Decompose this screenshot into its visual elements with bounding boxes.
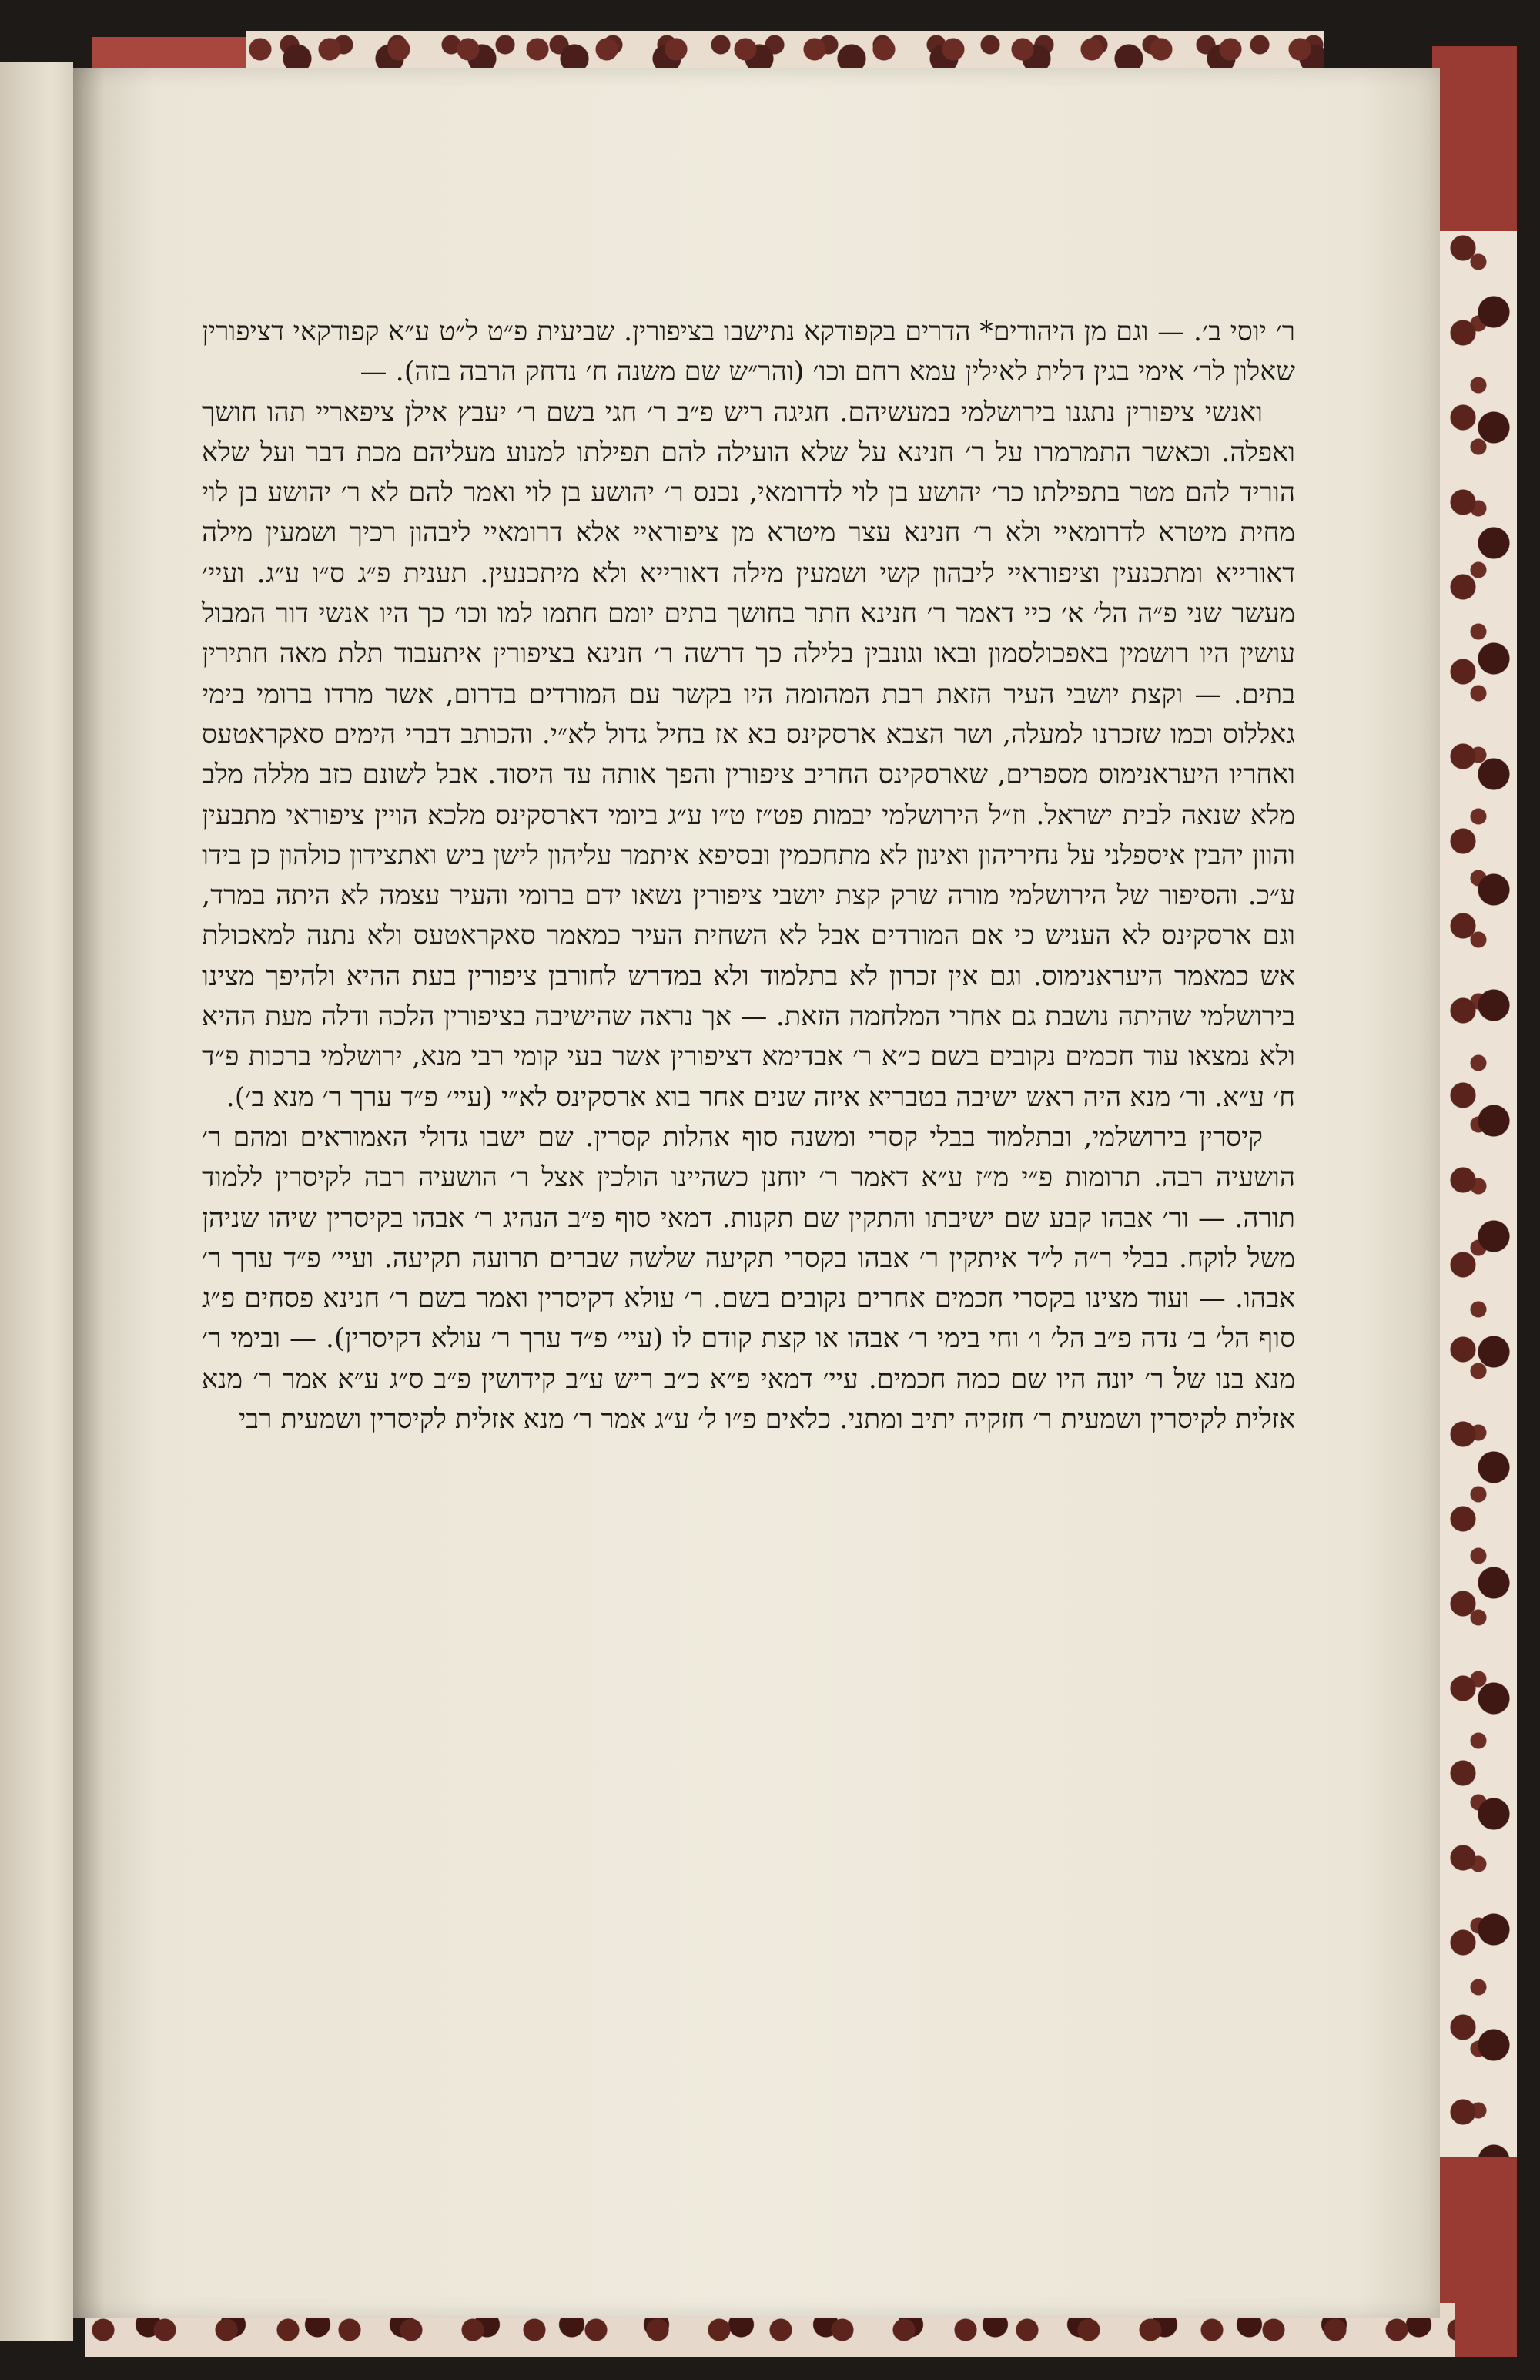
page-gutter-shadow	[73, 68, 104, 2318]
paragraph-1: ר׳ יוסי ב׳. — וגם מן היהודים* הדרים בקפודקא נתישבו בציפורין. שביעית פ״ט ל״ט ע״א קפודקאי דציפורין שאלון לר׳ אימי בגין דלית לאילין עמא רחם וכו׳ (והר״ש שם משנה ח׳ נדחק הרבה בזה). —	[202, 317, 1295, 388]
marbled-cover-right	[1440, 231, 1517, 2157]
paragraph-3: קיסרין בירושלמי, ובתלמוד בבלי קסרי ומשנה סוף אהלות קסרין. שם ישבו גדולי האמוראים ומהם ר׳ הושעיה רבה. תרומות פ״י מ״ז ע״א דאמר ר׳ יוחנן כשהיינו הולכין אצל ר׳ הושעיה רבה לקיסרין ללמוד תורה. — ור׳ אבהו קבע שם ישיבתו והתקין שם תקנות. דמאי סוף פ״ב הנהיג ר׳ אבהו בקיסרין שיהו שניהן משל לוקח. בבלי ר״ה ל״ד איתקין ר׳ אבהו בקסרי תקיעה שלשה שברים תרועה תקיעה. ועיי׳ פ״ד ערך ר׳ אבהו. — ועוד מצינו בקסרי חכמים אחרים נקובים בשם. ר׳ עולא דקיסרין ואמר בשם ר׳ חנינא פסחים פ״ג סוף הל׳ ב׳ נדה פ״ב הל׳ ו׳ וחי בימי ר׳ אבהו או קצת קודם לו (עיי׳ פ״ד ערך ר׳ עולא דקיסרין). — ובימי ר׳ מנא בנו של ר׳ יונה היו שם כמה חכמים. עיי׳ דמאי פ״א כ״ב ריש ע״ב קידושין פ״ב ס״ג ע״א אמר ר׳ מנא אזלית לקיסרין ושמעית ר׳ חזקיה יתיב ומתני. כלאים פ״ו ל׳ ע״ג אמר ר׳ מנא אזלית לקיסרין ושמעית רבי	[202, 1121, 1295, 1436]
hebrew-text-block	[202, 312, 1295, 1440]
paragraph-2: ואנשי ציפורין נתגנו בירושלמי במעשיהם. חגיגה ריש פ״ב ר׳ חגי בשם ר׳ יעבץ אילן ציפאריי תהו חושך ואפלה. וכאשר התמרמרו על ר׳ חנינא על שלא הועילה להם תפילתו למנוע מעליהם מכת דבר ועל שלא הוריד להם מטר בתפילתו כר׳ יהושע בן לוי לדרומאי, נכנס ר׳ יהושע בן לוי ואמר להם לא ר׳ יהושע בן לוי מחית מיטרא לדרומאיי ולא ר׳ חנינא עצר מיטרא מן ציפוראיי אלא דרומאיי ליבהון רכיך ושמעין מילה דאורייא ומתכנעין וציפוראיי ליבהון קשי ושמעין מילה דאורייא ולא מיתכנעין. תענית פ״ג ס״ו ע״ג. ועיי׳ מעשר שני פ״ה הל׳ א׳ כיי דאמר ר׳ חנינא חתר בחושך בתים יומם חתמו למו וכו׳ כך היו אנשי דור המבול עושין היו רושמין באפכולסמון ובאו וגונבין בלילה כך דרשה ר׳ חנינא בציפורין איתעבוד תלת מאה חתירין בתים. — וקצת יושבי העיר הזאת רבת המהומה היו בקשר עם המורדים בדרום, אשר מרדו ברומי בימי גאללוס וכמו שזכרנו למעלה, ושר הצבא ארסקינס בא אז בחיל גדול לא״י. והכותב דברי הימים סאקראטעס ואחריו היעראנימוס מספרים, שארסקינס החריב ציפורין והפך אותה עד היסוד. אבל לשונם כזב מללה מלב מלא שנאה לבית ישראל. וז״ל הירושלמי יבמות פט״ז ט״ו ע״ג ביומי דארסקינס מלכא הויין ציפוראי מתבעין והוון יהבין איספלני על נחיריהון ואינון לא מתחכמין ובסיפא איתמר עליהון לישן ביש ואתצידון כולהון כן בידו ע״כ. והסיפור של הירושלמי מורה שרק קצת יושבי ציפורין נשאו ידם ברומי והעיר עצמה לא היתה במרד, וגם ארסקינס לא העניש כי אם המורדים אבל לא השחית העיר כמאמר סאקראטעס ולא נתנה למאכולת אש כמאמר היעראנימוס. וגם אין זכרון לא בתלמוד ולא במדרש לחורבן ציפורין בעת ההיא ולהיפך מצינו בירושלמי שהיתה נושבת גם אחרי המלחמה הזאת. — אך נראה שהישיבה בציפורין הלכה ודלה מעת ההיא ולא נמצאו עוד חכמים נקובים בשם כ״א ר׳ אבדימא דציפורין אשר בעי קומי רבי מנא, ירושלמי ברכות פ״ד ח׳ ע״א. ור׳ מנא היה ראש ישיבה בטבריא איזה שנים אחר בוא ארסקינס לא״י (עיי׳ פ״ד ערך ר׳ מנא ב׳).	[202, 397, 1295, 1113]
facing-page	[0, 62, 73, 2341]
